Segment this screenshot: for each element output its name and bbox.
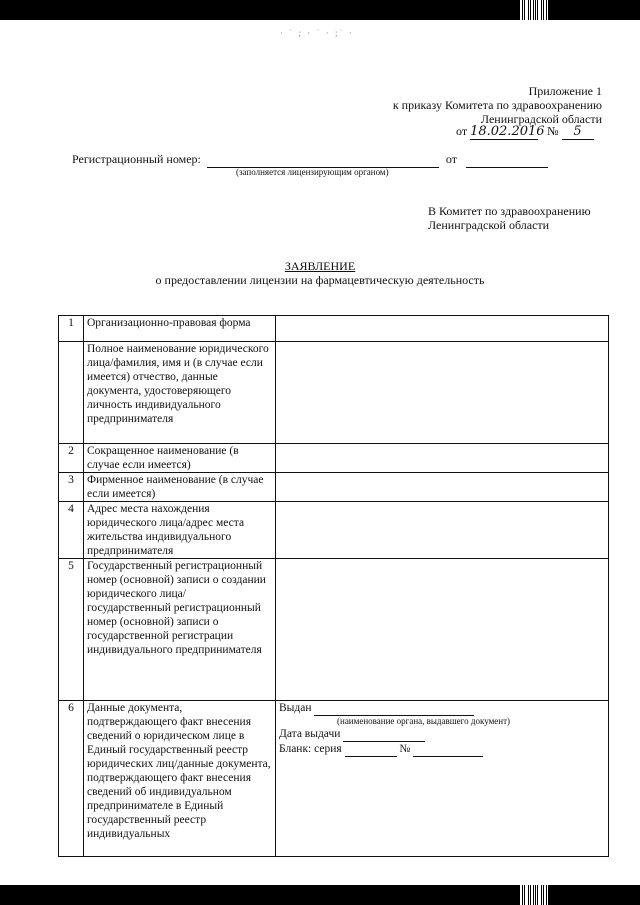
row-number: 3 [59, 473, 84, 502]
form-row-3 [59, 473, 609, 502]
appendix-number: 5 [562, 124, 594, 140]
date-prefix: от [456, 124, 468, 138]
appendix-date-line [456, 124, 594, 140]
row-label: Фирменное наименование (в случае если имеется) [84, 473, 276, 502]
blank-number-label: № [399, 743, 411, 755]
form-row-2 [59, 444, 609, 473]
row-number: 5 [59, 559, 84, 701]
blank-series-label: Бланк: серия [279, 743, 342, 755]
issue-date-line [279, 727, 605, 742]
barcode-top [520, 0, 548, 20]
row-number: 4 [59, 502, 84, 559]
row-label: Данные документа, подтверждающего факт внесения сведений о юридическом лице в Единый государственный реестр юридических лиц/данные документа, подтверждающего факт внесения сведений об индивидуальном предпринимателе в Единый государственный реестр индивидуальных [84, 701, 276, 857]
row-label: Полное наименование юридического лица/фамилия, имя и (в случае если имеется) отчество, данные документа, удостоверяющего личность индивидуального предпринимателя [84, 342, 276, 444]
row-label: Организационно-правовая форма [84, 316, 276, 342]
address-field[interactable] [276, 502, 609, 559]
blank-line [279, 742, 605, 757]
registration-number-field[interactable] [207, 152, 439, 168]
form-row-4 [59, 502, 609, 559]
appendix-line-3: Ленинградской области [480, 112, 602, 126]
appendix-date: 18.02.2016 [470, 124, 545, 139]
row-number: 6 [59, 701, 84, 857]
document-title: ЗАЯВЛЕНИЕ [284, 259, 356, 273]
ogrn-field[interactable] [276, 559, 609, 701]
registry-document-cell [276, 701, 609, 857]
row-number: 1 [59, 316, 84, 342]
application-form-table [58, 315, 609, 857]
issue-date-label: Дата выдачи [279, 728, 341, 740]
row-number [59, 342, 84, 444]
registration-date-field[interactable] [466, 152, 548, 168]
blank-number-field[interactable] [413, 742, 483, 757]
registration-hint: (заполняется лицензирующим органом) [236, 167, 389, 177]
appendix-line-1: Приложение 1 [528, 84, 602, 98]
addressee-line-2: Ленинградской области [428, 218, 550, 232]
legal-form-field[interactable] [276, 316, 609, 342]
row-label: Адрес места нахождения юридического лица/адрес места жительства индивидуального предпринимателя [84, 502, 276, 559]
row-number: 2 [59, 444, 84, 473]
issued-hint: (наименование органа, выдавшего документ) [337, 716, 511, 726]
appendix-line-2: к приказу Комитета по здравоохранению [392, 98, 602, 112]
form-row-5 [59, 559, 609, 701]
num-prefix: № [547, 124, 559, 138]
registration-from-label: от [445, 152, 457, 166]
short-name-field[interactable] [276, 444, 609, 473]
addressee-line-1: В Комитет по здравоохранению [428, 204, 591, 218]
issued-by-field[interactable] [314, 701, 474, 716]
issue-date-field[interactable] [343, 727, 425, 742]
form-row-1 [59, 316, 609, 342]
brand-name-field[interactable] [276, 473, 609, 502]
row-label: Государственный регистрационный номер (основной) записи о создании юридического лица/ государственный регистрационный номер (основной) записи о государственной регистрации индивидуального предпринимателя [84, 559, 276, 701]
issued-label: Выдан [279, 702, 312, 714]
blank-series-field[interactable] [345, 742, 397, 757]
row-label: Сокращенное наименование (в случае если имеется) [84, 444, 276, 473]
form-row-full-name [59, 342, 609, 444]
issued-line [279, 701, 605, 716]
registration-label: Регистрационный номер: [72, 152, 201, 166]
registration-line [72, 152, 548, 168]
scan-noise: · ˙ ; · ˙ · ;˙ · [280, 28, 354, 38]
full-name-field[interactable] [276, 342, 609, 444]
barcode-bottom [520, 885, 548, 905]
form-row-6 [59, 701, 609, 857]
document-subtitle: о предоставлении лицензии на фармацевтическую деятельность [155, 273, 485, 287]
